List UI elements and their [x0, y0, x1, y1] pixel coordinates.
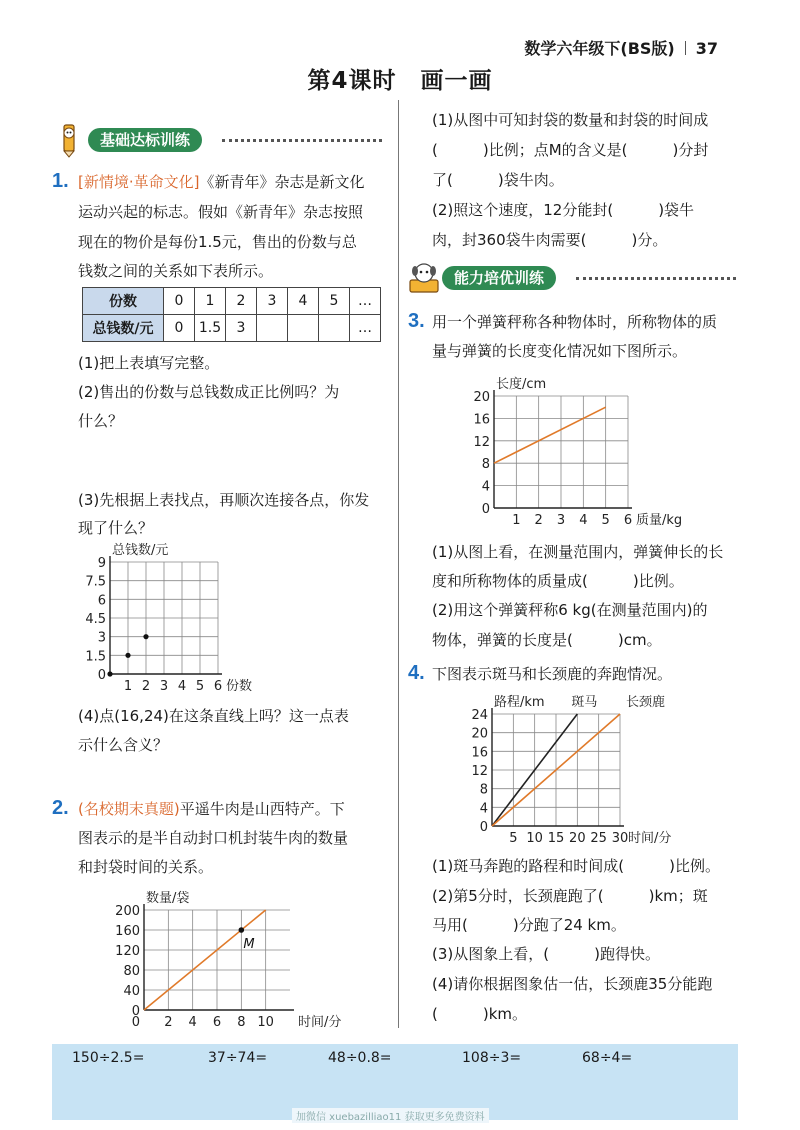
x-tick-label: 4	[579, 513, 588, 528]
x-tick-label: 15	[547, 831, 565, 846]
q1-text-1: 《新青年》杂志是新文化	[199, 173, 365, 191]
x-tick-label: 6	[213, 679, 223, 694]
x-tick-label: 5	[195, 679, 205, 694]
table-cell-blank[interactable]	[288, 315, 319, 342]
x-tick-label: 20	[569, 831, 586, 846]
y-tick-label: 24	[471, 708, 488, 723]
x-tick-label: 6	[623, 513, 633, 528]
y-tick-label: 20	[471, 726, 488, 742]
q2-text-3: 和封袋时间的关系。	[78, 858, 214, 876]
x-tick-label: 5	[509, 831, 518, 846]
table-row	[83, 288, 381, 315]
q4-part4-line1: (4)请你根据图象估一估，长颈鹿35分能跑	[432, 975, 713, 993]
q4-part3: (3)从图象上看，( )跑得快。	[432, 945, 660, 963]
q2-part1-line1: (1)从图中可知封袋的数量和封袋的时间成	[432, 111, 709, 129]
y-tick-label: 4	[479, 801, 488, 817]
series-label: 斑马	[571, 695, 598, 710]
q3-part2-line1: (2)用这个弹簧秤称6 kg(在测量范围内)的	[432, 601, 708, 619]
page-number: 37	[695, 39, 718, 58]
x-tick-label: 6	[212, 1015, 222, 1030]
basic-training-banner	[52, 126, 388, 154]
calc-item: 48÷0.8=	[328, 1050, 392, 1066]
q1-part4-line1: (4)点(16,24)在这条直线上吗？这一点表	[78, 707, 349, 725]
table-row	[83, 315, 381, 342]
y-tick-label: 6	[97, 593, 106, 609]
q4-part1: (1)斑马奔跑的路程和时间成( )比例。	[432, 857, 720, 875]
table-header-copies: 份数	[83, 288, 164, 315]
q1-part2-line2: 什么？	[78, 412, 124, 430]
column-divider	[398, 100, 399, 1028]
x-axis-title: 时间/分	[298, 1015, 342, 1030]
q1-part1: (1)把上表填写完整。	[78, 354, 220, 372]
x-tick-label: 10	[526, 831, 543, 846]
y-tick-label: 16	[473, 412, 490, 428]
chart-beef	[100, 884, 380, 1034]
y-tick-label: 9	[97, 556, 106, 571]
q4-number: 4.	[408, 662, 425, 684]
calc-item: 150÷2.5=	[72, 1050, 145, 1066]
x-tick-label: 2	[534, 513, 543, 528]
x-tick-label: 4	[188, 1015, 197, 1030]
x-tick-label: 1	[512, 513, 521, 528]
y-tick-label: 8	[481, 457, 490, 473]
x-axis-title: 份数	[226, 679, 253, 694]
q4-part4-line2: ( )km。	[432, 1005, 528, 1023]
x-axis-title: 质量/kg	[636, 513, 683, 528]
book-subject: 数学六年级下(BS版)	[524, 39, 675, 58]
q2-line1	[78, 799, 345, 819]
chart-spring	[440, 368, 730, 534]
x-tick-label: 3	[159, 679, 169, 694]
table-cell: 1.5	[195, 315, 226, 342]
table-cell: …	[350, 288, 381, 315]
q1-part3-line1: (3)先根据上表找点，再顺次连接各点，你发	[78, 491, 370, 509]
y-tick-label: 12	[471, 764, 488, 779]
data-point	[107, 671, 112, 676]
price-table	[82, 287, 381, 342]
y-tick-label: 160	[115, 924, 140, 939]
x-axis-title: 时间/分	[628, 831, 672, 846]
table-cell: …	[350, 315, 381, 342]
q1-part2-line1: (2)售出的份数与总钱数成正比例吗？为	[78, 383, 340, 401]
q2-tag: (名校期末真题)	[78, 800, 180, 818]
q4-part2-line1: (2)第5分时，长颈鹿跑了( )km；斑	[432, 887, 708, 905]
q2-number: 2.	[52, 797, 69, 819]
page-header	[524, 36, 718, 59]
advanced-training-label: 能力培优训练	[442, 266, 556, 290]
table-cell: 0	[164, 288, 195, 315]
q4-text-1: 下图表示斑马和长颈鹿的奔跑情况。	[432, 665, 673, 683]
y-axis-title: 长度/cm	[496, 377, 547, 392]
y-tick-label: 120	[115, 944, 140, 959]
q1-tag: [新情境·革命文化]	[78, 173, 200, 191]
q3-text-2: 量与弹簧的长度变化情况如下图所示。	[432, 342, 688, 360]
table-cell-blank[interactable]	[319, 315, 350, 342]
table-cell: 4	[288, 288, 319, 315]
x-tick-label: 4	[177, 679, 187, 694]
watermark: 加微信 xuebazilliao11 获取更多免费资料	[292, 1108, 489, 1123]
q2-text-2: 图表示的是半自动封口机封装牛肉的数量	[78, 829, 349, 847]
table-cell: 5	[319, 288, 350, 315]
x-tick-label: 2	[164, 1015, 173, 1030]
y-tick-label: 0	[97, 668, 106, 683]
q4-part2-line2: 马用( )分跑了24 km。	[432, 916, 626, 934]
table-cell: 2	[226, 288, 257, 315]
header-divider	[685, 41, 686, 55]
calc-item: 68÷4=	[582, 1050, 633, 1066]
x-tick-label: 1	[123, 679, 133, 694]
q2-text-1: 平遥牛肉是山西特产。下	[179, 800, 345, 818]
table-cell: 0	[164, 315, 195, 342]
table-header-total: 总钱数/元	[83, 315, 164, 342]
y-tick-label: 7.5	[85, 574, 106, 590]
x-tick-label: 5	[601, 513, 610, 528]
point-m-label: M	[243, 937, 255, 952]
y-tick-label: 40	[123, 984, 140, 999]
calc-item: 108÷3=	[462, 1050, 522, 1066]
book-mascot-icon	[406, 260, 442, 296]
q2-part2-line1: (2)照这个速度，12分能封( )袋牛	[432, 201, 695, 219]
table-cell: 3	[257, 288, 288, 315]
q1-line1	[78, 172, 365, 192]
x-tick-label: 25	[590, 831, 607, 846]
y-tick-label: 12	[473, 434, 490, 450]
q3-part1-line1: (1)从图上看，在测量范围内，弹簧伸长的长	[432, 543, 724, 561]
y-tick-label: 4	[481, 479, 490, 495]
q1-number: 1.	[52, 170, 69, 192]
q1-text-3: 现在的物价是每份1.5元，售出的份数与总	[78, 233, 357, 251]
q2-part1-line2: ( )比例；点M的含义是( )分封	[432, 141, 709, 159]
pencil-mascot-icon	[52, 122, 88, 158]
x-tick-label: 8	[237, 1015, 246, 1030]
q3-part1-line2: 度和所称物体的质量成( )比例。	[432, 572, 684, 590]
y-axis-title: 数量/袋	[146, 891, 190, 906]
y-tick-label: 0	[131, 1004, 140, 1019]
table-cell-blank[interactable]	[257, 315, 288, 342]
q1-part4-line2: 示什么含义？	[78, 736, 169, 754]
x-tick-label: 30	[611, 831, 629, 846]
y-tick-label: 0	[481, 502, 490, 517]
x-tick-label: 10	[257, 1015, 274, 1030]
basic-training-label: 基础达标训练	[88, 128, 202, 152]
chart-running	[440, 690, 740, 850]
x-tick-label: 2	[141, 679, 151, 694]
y-tick-label: 0	[479, 820, 488, 835]
q1-text-4: 钱数之间的关系如下表所示。	[78, 262, 274, 280]
banner-dots	[576, 277, 736, 280]
data-point	[125, 653, 130, 658]
data-point	[143, 634, 148, 639]
y-tick-label: 16	[471, 745, 488, 761]
y-tick-label: 1.5	[85, 649, 106, 665]
q1-part3-line2: 现了什么？	[78, 519, 154, 537]
y-tick-label: 200	[115, 904, 140, 919]
table-cell: 3	[226, 315, 257, 342]
q3-part2-line2: 物体，弹簧的长度是( )cm。	[432, 631, 662, 649]
y-tick-label: 8	[479, 782, 488, 798]
banner-dots	[222, 139, 382, 142]
point-m-marker	[239, 927, 245, 933]
q1-text-2: 运动兴起的标志。假如《新青年》杂志按照	[78, 203, 364, 221]
q3-text-1: 用一个弹簧秤称各种物体时，所称物体的质	[432, 313, 718, 331]
advanced-training-banner	[406, 264, 742, 292]
q2-part1-line3: 了( )袋牛肉。	[432, 171, 564, 189]
origin-label: 0	[131, 1015, 140, 1030]
y-tick-label: 80	[123, 964, 140, 979]
y-axis-title: 路程/km	[494, 695, 545, 710]
chart-money	[60, 540, 310, 700]
q2-part2-line2: 肉，封360袋牛肉需要( )分。	[432, 231, 668, 249]
y-tick-label: 3	[97, 630, 106, 646]
series-line	[144, 910, 266, 1010]
series-line	[494, 407, 606, 463]
lesson-title: 第4课时 画一画	[307, 68, 493, 94]
table-cell: 1	[195, 288, 226, 315]
calc-item: 37÷74=	[208, 1050, 268, 1066]
y-axis-title: 总钱数/元	[112, 543, 169, 558]
y-tick-label: 20	[473, 390, 490, 405]
x-tick-label: 3	[556, 513, 566, 528]
y-tick-label: 4.5	[85, 612, 106, 627]
series-label: 长颈鹿	[626, 695, 666, 710]
q3-number: 3.	[408, 310, 425, 332]
